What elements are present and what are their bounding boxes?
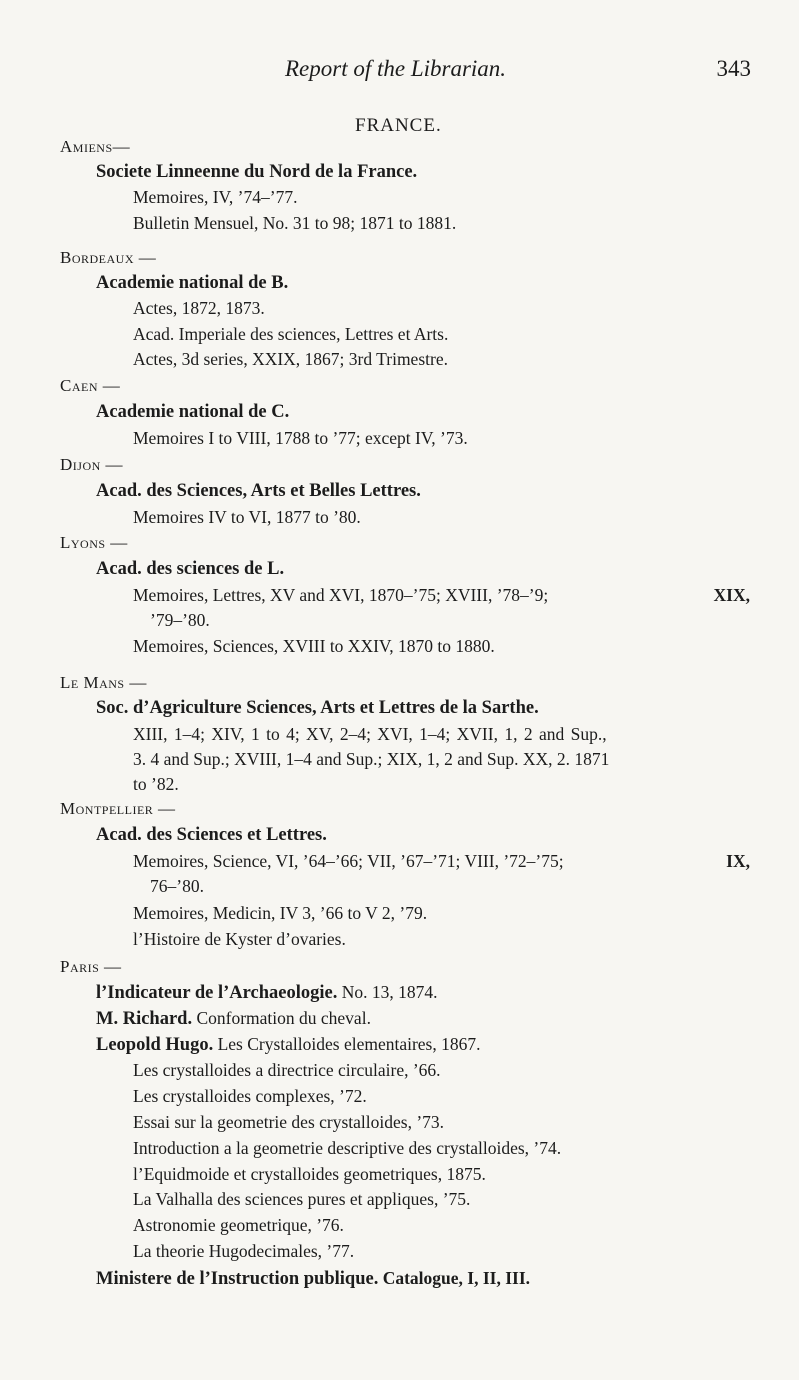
holding-line: Acad. Imperiale des sciences, Lettres et Arts. bbox=[133, 324, 449, 344]
hugo-title: Introduction a la geometrie descriptive des crystalloides, ’74. bbox=[133, 1138, 562, 1158]
city-heading-amiens: Amiens— bbox=[60, 137, 131, 156]
hugo-title: Les crystalloides complexes, ’72. bbox=[133, 1086, 367, 1106]
paris-entry bbox=[96, 1006, 371, 1031]
institution-amiens: Societe Linneenne du Nord de la France. bbox=[96, 162, 418, 182]
city-heading-le-mans: Le Mans — bbox=[60, 673, 147, 692]
paris-entry bbox=[96, 1032, 481, 1057]
holding-continuation: ’79–’80. bbox=[150, 610, 210, 630]
holding-line: Memoires, Sciences, XVIII to XXIV, 1870 to 1880. bbox=[133, 636, 495, 656]
page-number: 343 bbox=[716, 56, 751, 81]
holding-line: Memoires, IV, ’74–’77. bbox=[133, 187, 298, 207]
holding-line: Bulletin Mensuel, No. 31 to 98; 1871 to 1881. bbox=[133, 213, 457, 233]
institution-dijon: Acad. des Sciences, Arts et Belles Lettres. bbox=[96, 481, 421, 501]
holding-text: Memoires, Science, VI, ’64–’66; VII, ’67–’71; VIII, ’72–’75; bbox=[133, 851, 564, 871]
holding-line: Memoires, Medicin, IV 3, ’66 to V 2, ’79. bbox=[133, 903, 428, 923]
institution-caen: Academie national de C. bbox=[96, 402, 290, 422]
holding-line: XIII, 1–4; XIV, 1 to 4; XV, 2–4; XVI, 1–4; XVII, 1, 2 and Sup., bbox=[133, 724, 607, 744]
hugo-title: Astronomie geometrique, ’76. bbox=[133, 1215, 344, 1235]
city-heading-bordeaux: Bordeaux — bbox=[60, 248, 157, 267]
holding-line: Actes, 1872, 1873. bbox=[133, 298, 265, 318]
institution-name: l’Indicateur de l’Archaeologie. bbox=[96, 983, 338, 1003]
hugo-title: Essai sur la geometrie des crystalloides, ’73. bbox=[133, 1112, 445, 1132]
institution-bordeaux: Academie national de B. bbox=[96, 273, 289, 293]
holding-volume-bold: XIX, bbox=[713, 585, 750, 605]
city-heading-dijon: Dijon — bbox=[60, 455, 124, 474]
hugo-title: l’Equidmoide et crystalloides geometriques, 1875. bbox=[133, 1164, 486, 1184]
hugo-title: La theorie Hugodecimales, ’77. bbox=[133, 1241, 355, 1261]
city-heading-paris: Paris — bbox=[60, 957, 122, 976]
holding-line bbox=[133, 583, 750, 607]
city-heading-lyons: Lyons — bbox=[60, 533, 128, 552]
hugo-title: Les crystalloides a directrice circulaire, ’66. bbox=[133, 1060, 441, 1080]
holding-text: No. 13, 1874. bbox=[341, 982, 438, 1002]
holding-text: Conformation du cheval. bbox=[196, 1008, 371, 1028]
holding-line: 3. 4 and Sup.; XVIII, 1–4 and Sup.; XIX, 1, 2 and Sup. XX, 2. 1871 bbox=[133, 749, 610, 769]
holding-line bbox=[133, 849, 750, 873]
holding-text: Catalogue, I, II, III. bbox=[382, 1268, 531, 1288]
city-heading-montpellier: Montpellier — bbox=[60, 799, 176, 818]
holding-text: Memoires, Lettres, XV and XVI, 1870–’75; XVIII, ’78–’9; bbox=[133, 585, 549, 605]
holding-continuation: 76–’80. bbox=[150, 876, 204, 896]
author-name: M. Richard. bbox=[96, 1009, 193, 1029]
holding-volume-bold: IX, bbox=[726, 851, 750, 871]
institution-le-mans: Soc. d’Agriculture Sciences, Arts et Lettres de la Sarthe. bbox=[96, 698, 539, 718]
holding-line: Memoires I to VIII, 1788 to ’77; except IV, ’73. bbox=[133, 428, 468, 448]
paris-entry bbox=[96, 1266, 530, 1291]
holding-line: Actes, 3d series, XXIX, 1867; 3rd Trimestre. bbox=[133, 349, 448, 369]
running-header-title: Report of the Librarian. bbox=[285, 56, 507, 81]
paris-entry bbox=[96, 980, 437, 1005]
section-title: FRANCE. bbox=[355, 115, 442, 136]
holding-line: to ’82. bbox=[133, 774, 179, 794]
institution-montpellier: Acad. des Sciences et Lettres. bbox=[96, 825, 327, 845]
author-name: Leopold Hugo. bbox=[96, 1035, 214, 1055]
institution-name: Ministere de l’Instruction publique. bbox=[96, 1269, 379, 1289]
institution-lyons: Acad. des sciences de L. bbox=[96, 559, 285, 579]
holding-line: Memoires IV to VI, 1877 to ’80. bbox=[133, 507, 361, 527]
city-heading-caen: Caen — bbox=[60, 376, 121, 395]
hugo-title: La Valhalla des sciences pures et appliques, ’75. bbox=[133, 1189, 471, 1209]
holding-line: l’Histoire de Kyster d’ovaries. bbox=[133, 929, 346, 949]
holding-text: Les Crystalloides elementaires, 1867. bbox=[217, 1034, 481, 1054]
